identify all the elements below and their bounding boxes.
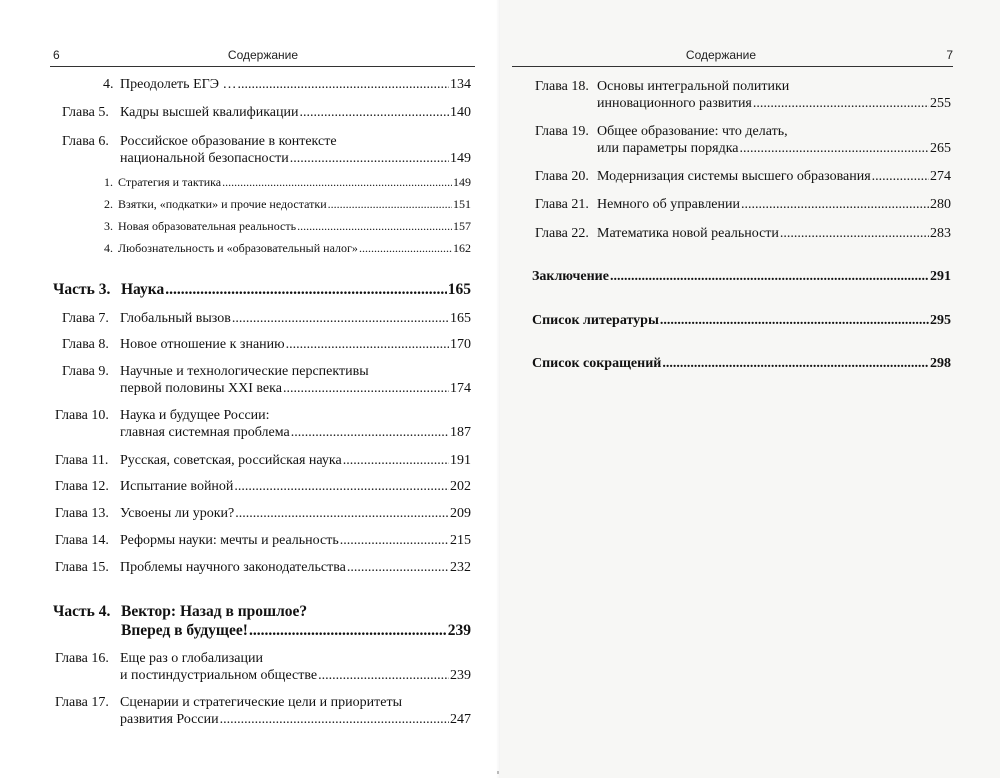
toc-entry: [55, 407, 471, 441]
toc-label: 3.: [104, 219, 113, 233]
toc-page: 274: [930, 169, 951, 184]
toc-title-line: Наука и будущее России:: [120, 408, 270, 423]
dot-leader: [328, 196, 452, 212]
page-number: 7: [946, 48, 953, 62]
toc-label: Часть 4.: [53, 603, 111, 620]
toc-title: Заключение: [532, 269, 609, 284]
toc-page: 187: [450, 425, 471, 440]
toc-title: Любознательность и «образовательный налог»: [118, 241, 358, 255]
toc-title: Список литературы: [532, 313, 659, 328]
toc-title: Список сокращений: [532, 356, 662, 371]
toc-page: 209: [450, 506, 471, 521]
toc-page: 140: [450, 105, 471, 120]
toc-label: Глава 8.: [62, 337, 109, 352]
toc-title-line: Еще раз о глобализации: [120, 651, 263, 666]
dot-leader: [740, 140, 929, 157]
toc-page: 162: [453, 241, 471, 255]
toc-entry: [535, 123, 951, 157]
toc-title: развития России: [120, 712, 219, 727]
toc-label: Глава 20.: [535, 169, 589, 184]
dot-leader: [660, 312, 929, 329]
toc-label: Часть 3.: [53, 281, 111, 298]
toc-title: Вперед в будущее!: [121, 622, 248, 639]
toc-page: 151: [453, 197, 471, 211]
toc-page: 291: [930, 269, 951, 284]
page-number: 6: [53, 48, 60, 62]
toc-label: 2.: [104, 197, 113, 211]
dot-leader: [343, 452, 449, 469]
toc-label: Глава 16.: [55, 651, 109, 666]
toc-title: Русская, советская, российская наука: [120, 453, 342, 468]
toc-label: Глава 15.: [55, 560, 109, 575]
dot-leader: [237, 76, 449, 93]
toc-entry: [55, 694, 471, 728]
toc-entry: [535, 78, 951, 112]
dot-leader: [872, 168, 929, 185]
toc-title: Глобальный вызов: [120, 311, 231, 326]
toc-label: Глава 11.: [55, 453, 109, 468]
toc-label: Глава 12.: [55, 479, 109, 494]
toc-label: 1.: [104, 175, 113, 189]
dot-leader: [220, 711, 449, 728]
toc-title-line: Общее образование: что делать,: [597, 124, 788, 139]
toc-page: 298: [930, 356, 951, 371]
right-page: [500, 0, 1000, 778]
toc-page: 134: [450, 77, 471, 92]
header-rule: [50, 66, 475, 67]
dot-leader: [662, 355, 929, 372]
toc-title: Проблемы научного законодательства: [120, 560, 346, 575]
toc-title: Испытание войной: [120, 479, 234, 494]
dot-leader: [340, 532, 449, 549]
toc-title: Модернизация системы высшего образования: [597, 169, 871, 184]
toc-entry: [62, 133, 471, 167]
toc-page: 165: [447, 281, 471, 298]
dot-leader: [753, 95, 929, 112]
toc-label: Глава 14.: [55, 533, 109, 548]
dot-leader: [297, 218, 452, 234]
toc-title: Взятки, «подкатки» и прочие недостатки: [118, 197, 327, 211]
dot-leader: [300, 104, 450, 121]
toc-title-line: Сценарии и стратегические цели и приоритеты: [120, 695, 402, 710]
dot-leader: [610, 268, 929, 285]
toc-title: инновационного развития: [597, 96, 752, 111]
toc-page: 280: [930, 197, 951, 212]
toc-label: Глава 10.: [55, 408, 109, 423]
running-head: Содержание: [685, 48, 757, 62]
toc-page: 232: [450, 560, 471, 575]
toc-title: Математика новой реальности: [597, 226, 779, 241]
toc-title: Преодолеть ЕГЭ …: [120, 77, 237, 92]
dot-leader: [283, 380, 449, 397]
dot-leader: [286, 336, 449, 353]
toc-label: 4.: [103, 77, 114, 92]
toc-page: 239: [450, 668, 471, 683]
right-page-header: [513, 44, 953, 66]
dot-leader: [165, 280, 447, 299]
toc-label: Глава 5.: [62, 105, 109, 120]
dot-leader: [232, 310, 449, 327]
toc-entry: [62, 363, 471, 397]
left-page-header: [53, 44, 473, 66]
dot-leader: [290, 150, 449, 167]
dot-leader: [291, 424, 449, 441]
header-rule: [512, 66, 953, 67]
dot-leader: [235, 505, 449, 522]
toc-title: национальной безопасности: [120, 151, 289, 166]
toc-title: Стратегия и тактика: [118, 175, 222, 189]
toc-page: 247: [450, 712, 471, 727]
toc-title-line: Основы интегральной политики: [597, 79, 790, 94]
toc-label: Глава 17.: [55, 695, 109, 710]
toc-title: первой половины XXI века: [120, 381, 282, 396]
dot-leader: [234, 478, 449, 495]
toc-page: 202: [450, 479, 471, 494]
toc-title: Немного об управлении: [597, 197, 741, 212]
toc-title: Усвоены ли уроки?: [120, 506, 235, 521]
toc-title: Кадры высшей квалификации: [120, 105, 299, 120]
toc-page: 265: [930, 141, 951, 156]
toc-page: 295: [930, 313, 951, 328]
toc-title: Реформы науки: мечты и реальность: [120, 533, 339, 548]
toc-title: Новая образовательная реальность: [118, 219, 297, 233]
dot-leader: [359, 240, 452, 256]
toc-title: Наука: [121, 281, 165, 298]
toc-label: Глава 6.: [62, 134, 109, 149]
toc-title: Новое отношение к знанию: [120, 337, 285, 352]
toc-label: Глава 9.: [62, 364, 109, 379]
toc-title: или параметры порядка: [597, 141, 739, 156]
toc-label: Глава 22.: [535, 226, 589, 241]
toc-page: 149: [453, 175, 471, 189]
toc-label: Глава 7.: [62, 311, 109, 326]
toc-page: 283: [930, 226, 951, 241]
dot-leader: [347, 559, 449, 576]
scan-mark: [497, 771, 499, 774]
dot-leader: [249, 621, 447, 640]
toc-page: 149: [450, 151, 471, 166]
dot-leader: [318, 667, 449, 684]
toc-label: Глава 19.: [535, 124, 589, 139]
toc-page: 165: [450, 311, 471, 326]
toc-page: 239: [447, 622, 471, 639]
dot-leader: [780, 225, 929, 242]
toc-title: главная системная проблема: [120, 425, 290, 440]
toc-title-line: Российское образование в контексте: [120, 134, 337, 149]
toc-title-line: Научные и технологические перспективы: [120, 364, 369, 379]
toc-label: Глава 18.: [535, 79, 589, 94]
dot-leader: [741, 196, 929, 213]
toc-page: 170: [450, 337, 471, 352]
toc-label: Глава 21.: [535, 197, 589, 212]
toc-label: 4.: [104, 241, 113, 255]
toc-page: 174: [450, 381, 471, 396]
dot-leader: [222, 174, 452, 190]
running-head: Содержание: [227, 48, 299, 62]
toc-page: 157: [453, 219, 471, 233]
toc-entry: [55, 650, 471, 684]
toc-title: и постиндустриальном обществе: [120, 668, 318, 683]
toc-title-line: Вектор: Назад в прошлое?: [121, 603, 308, 620]
toc-page: 255: [930, 96, 951, 111]
toc-label: Глава 13.: [55, 506, 109, 521]
toc-page: 215: [450, 533, 471, 548]
toc-part-entry: [53, 602, 471, 642]
toc-page: 191: [450, 453, 471, 468]
